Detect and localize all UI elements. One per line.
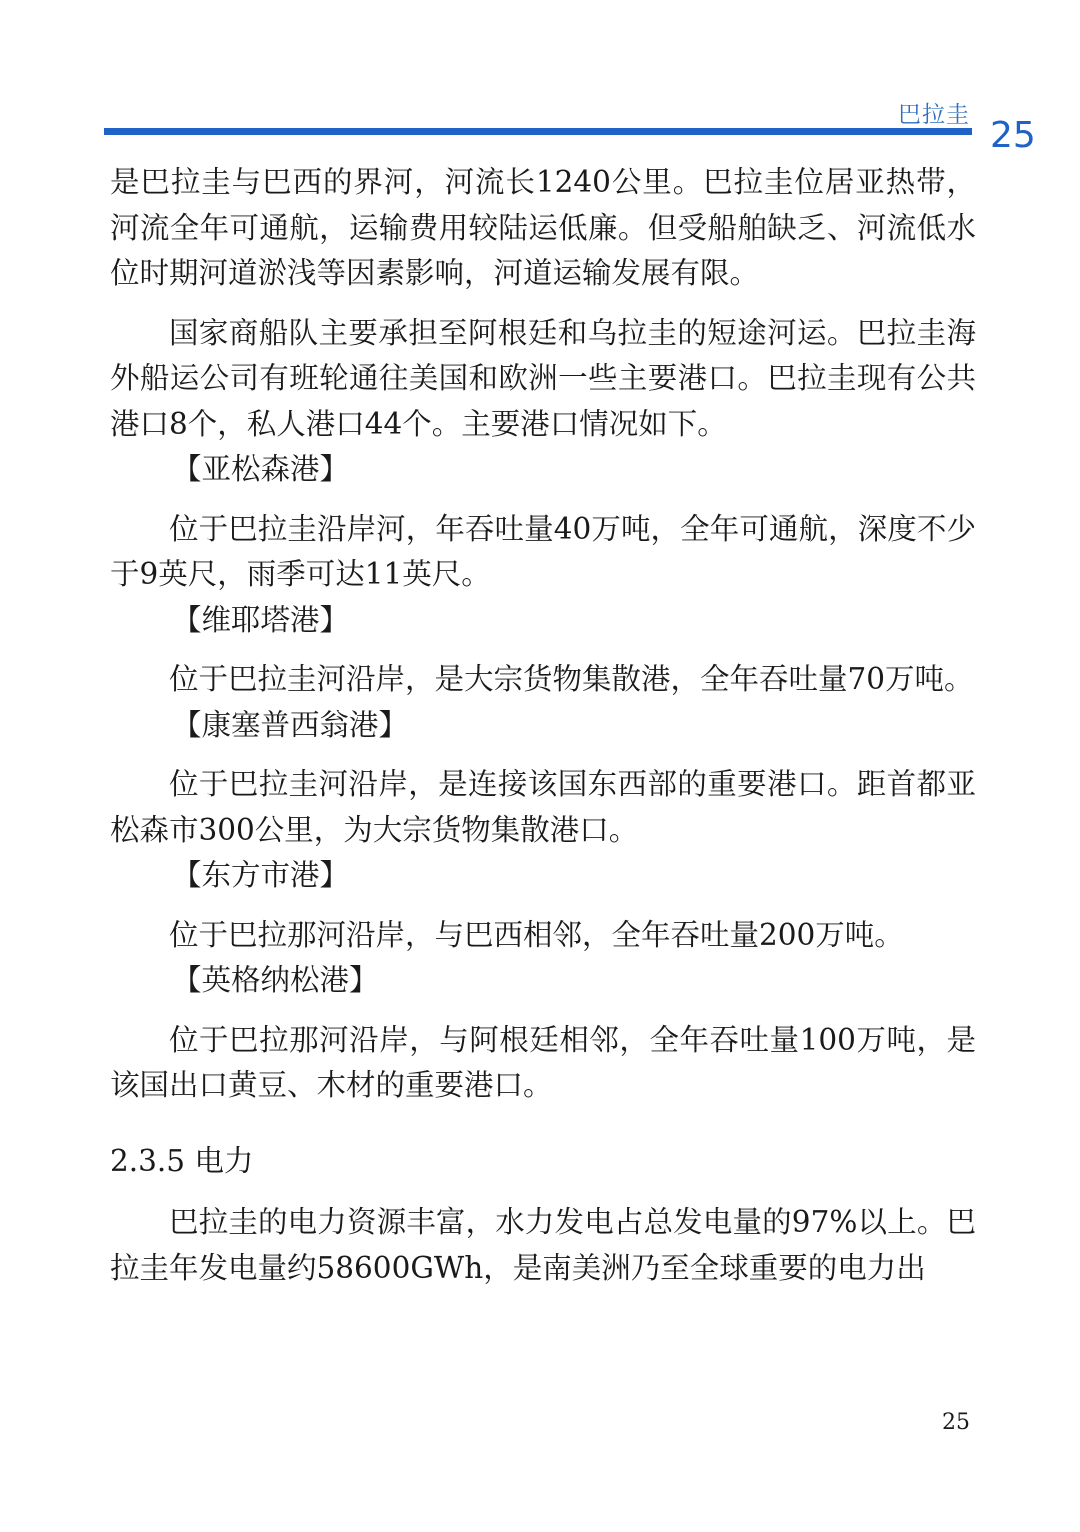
port-text-encarnacion: 位于巴拉那河沿岸，与阿根廷相邻，全年吞吐量100万吨，是该国出口黄豆、木材的重要港口。 xyxy=(110,1022,976,1102)
port-text-villeta: 位于巴拉圭河沿岸，是大宗货物集散港，全年吞吐量70万吨。 xyxy=(169,662,974,696)
running-header-title: 巴拉圭 xyxy=(898,102,970,128)
port-text-concepcion: 位于巴拉圭河沿岸，是连接该国东西部的重要港口。距首都亚松森市300公里，为大宗货物集散港口。 xyxy=(110,767,976,847)
paragraph-continuation: 是巴拉圭与巴西的界河，河流长1240公里。巴拉圭位居亚热带，河流全年可通航，运输费用较陆运低廉。但受船舶缺乏、河流低水位时期河道淤浅等因素影响，河道运输发展有限。 xyxy=(110,165,976,290)
page-body xyxy=(110,160,976,1291)
port-title-villeta: 【维耶塔港】 xyxy=(172,602,350,637)
section-heading-electricity: 2.3.5 电力 xyxy=(110,1143,254,1178)
port-text-asuncion: 位于巴拉圭沿岸河，年吞吐量40万吨，全年可通航，深度不少于9英尺，雨季可达11英尺。 xyxy=(110,511,976,591)
header-page-number: 25 xyxy=(990,115,1036,156)
port-text-ciudad-del-este: 位于巴拉那河沿岸，与巴西相邻，全年吞吐量200万吨。 xyxy=(169,917,904,952)
port-title-ciudad-del-este: 【东方市港】 xyxy=(172,858,350,892)
paragraph-merchant-fleet: 国家商船队主要承担至阿根廷和乌拉圭的短途河运。巴拉圭海外船运公司有班轮通往美国和欧洲一些主要港口。巴拉圭现有公共港口8个，私人港口44个。主要港口情况如下。 xyxy=(110,315,976,441)
header-rule xyxy=(104,128,972,135)
port-title-concepcion: 【康塞普西翁港】 xyxy=(172,707,409,742)
paragraph-electricity: 巴拉圭的电力资源丰富，水力发电占总发电量的97%以上。巴拉圭年发电量约58600GWh，是南美洲乃至全球重要的电力出 xyxy=(110,1205,976,1285)
port-title-asuncion: 【亚松森港】 xyxy=(172,452,350,486)
footer-page-number: 25 xyxy=(942,1410,970,1435)
port-title-encarnacion: 【英格纳松港】 xyxy=(172,963,379,997)
